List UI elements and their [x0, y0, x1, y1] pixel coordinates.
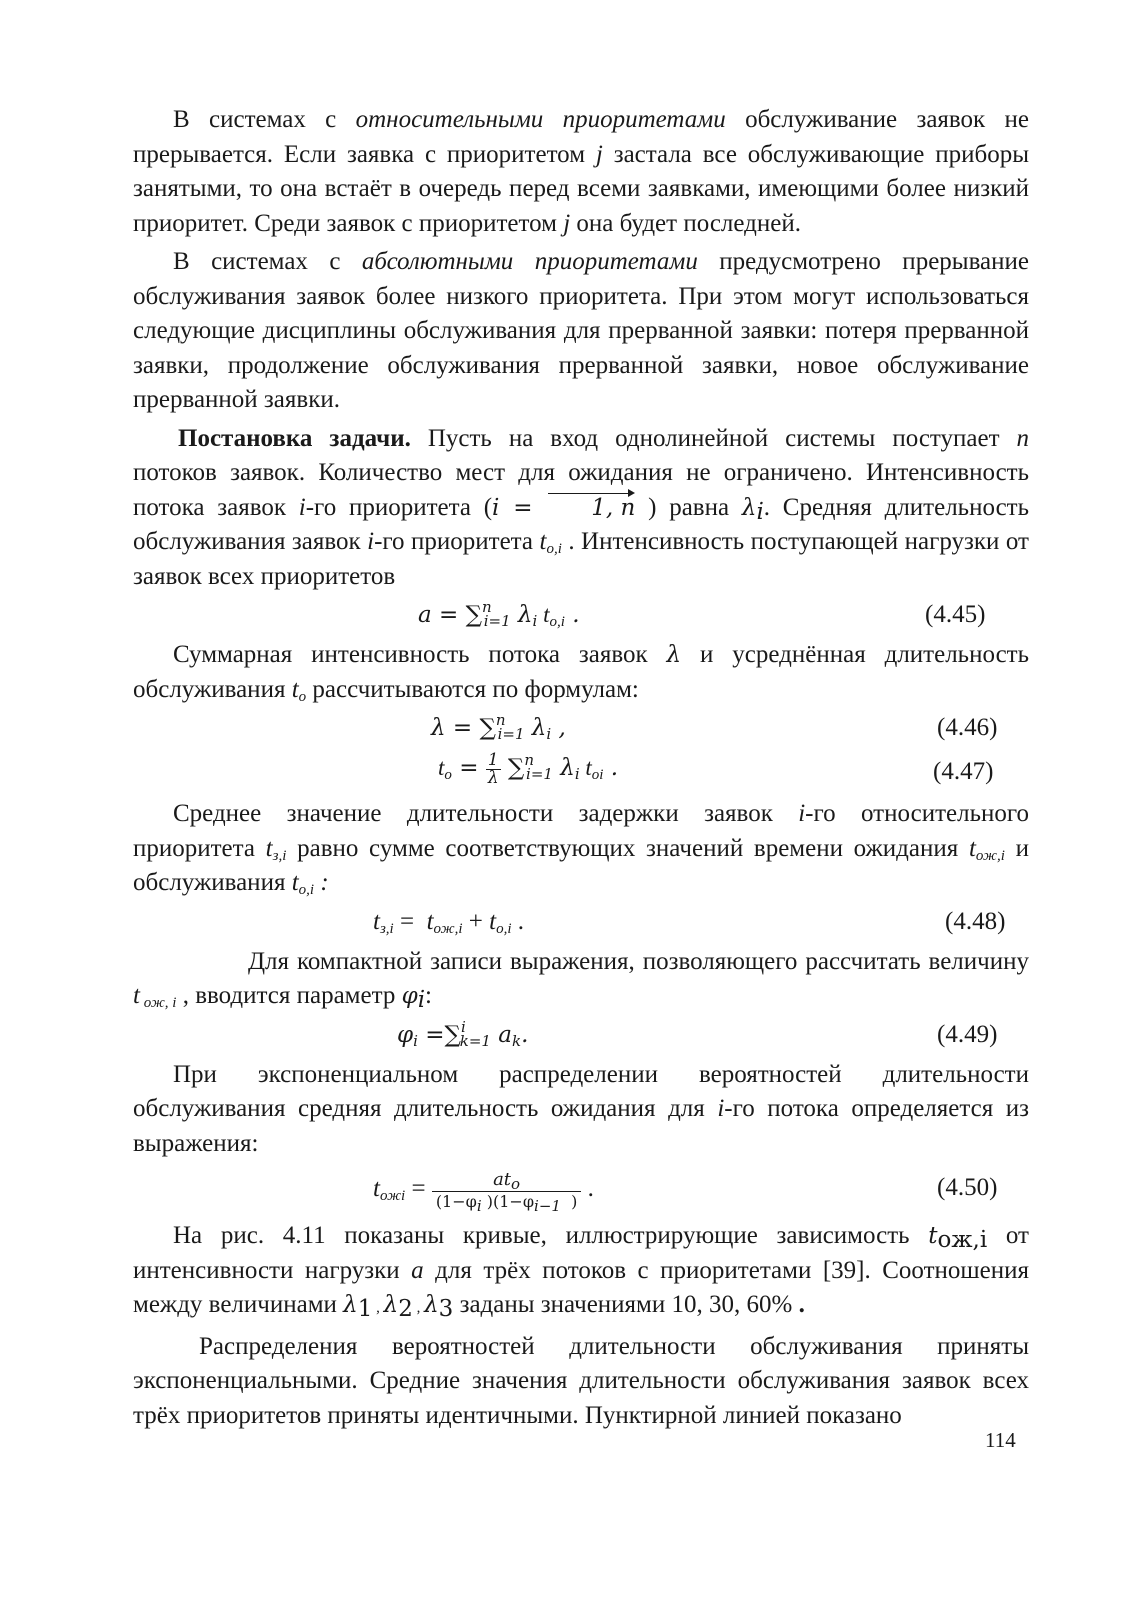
text: : [314, 869, 329, 896]
text: В системах с [173, 106, 356, 133]
var-lambda: λ [424, 1292, 439, 1318]
text: При экспоненциальном распределении вероятностей длительности обслуживания средняя длительность ожидания для [133, 1060, 1029, 1122]
text: от интенсивности нагрузки [133, 1222, 1029, 1284]
text: -го относительного приоритета [133, 800, 1029, 862]
text: t [579, 755, 592, 780]
paragraph-distributions [133, 1330, 1029, 1434]
term-relative-priorities: относительными приоритетами [355, 106, 726, 133]
denominator [432, 1192, 582, 1215]
text: . Средняя длительность обслуживания заявок [133, 493, 1029, 555]
text: . [564, 602, 580, 628]
var-t: t [265, 834, 273, 862]
text: (1−φ [435, 1192, 477, 1211]
subscript: o [444, 767, 452, 783]
var-i: i [492, 494, 500, 521]
text: предусмотрено прерывание обслуживания заявок более низкого приоритета. При этом могут использоваться следующие дисциплины обслуживания для прерванной заявки: потеря прерванной заявки, продолжение обслуживания прерванной заявки, новое обслуживание прерванной заявки. [133, 248, 1030, 413]
subscript: 2 [398, 1296, 413, 1322]
page-body [133, 103, 1029, 1437]
var-t: t [928, 1223, 938, 1249]
equation-number: (4.49) [937, 1020, 998, 1048]
var-i: i [717, 1095, 725, 1122]
subscript: i [756, 498, 764, 525]
text: В системах с [173, 248, 362, 275]
superscript: n [495, 711, 506, 729]
equation-4-47 [133, 751, 1029, 793]
equation-expression [418, 598, 580, 633]
subscript: i [417, 987, 426, 1013]
var-t: t [133, 982, 140, 1009]
text: -го приоритета ( [305, 493, 493, 521]
text: она будет последней. [570, 209, 801, 237]
subscript: з,i [379, 920, 394, 937]
text: заданы значениями 10, 30, 60% [453, 1291, 799, 1318]
text: Среднее значение длительности задержки заявок [173, 800, 799, 827]
problem-heading: Постановка задачи. [178, 424, 411, 452]
text: = [393, 907, 427, 935]
paragraph-problem-statement [133, 422, 1029, 595]
text: ) равна [635, 493, 742, 521]
subscript: з,i [272, 847, 287, 864]
text: = [405, 1175, 432, 1203]
text: λ [524, 715, 547, 741]
text: + [462, 907, 490, 935]
subscript: o [298, 688, 307, 705]
text: Для компактной записи выражения, позволяющего рассчитать величину [248, 947, 1029, 975]
subscript: i−1 [534, 1197, 561, 1215]
text: . [511, 907, 525, 935]
var-t: t [489, 907, 497, 935]
subscript: o [511, 1175, 521, 1193]
equation-expression [431, 711, 566, 746]
sum-symbol: ∑ [500, 755, 525, 781]
subscript: i=1 [497, 725, 525, 743]
text: Распределения вероятностей длительности обслуживания приняты экспоненциальными. Средние значения длительности обслуживания заявок всех трёх приоритетов приняты идентичными. Пунктирной линией показано [133, 1332, 1029, 1429]
var-t: t [291, 675, 299, 703]
text: λ [552, 755, 575, 781]
text: = [451, 755, 486, 781]
page-number: 114 [985, 1428, 1016, 1452]
var-t: t [968, 834, 976, 862]
text: застала все обслуживающие приборы занятыми, то она встаёт в очередь перед всеми заявками, имеющими более низкий приоритет. Среди заявок с приоритетом [133, 140, 1029, 237]
subscript: i [413, 1031, 418, 1050]
sum-symbol: ∑ [444, 1021, 461, 1048]
subscript: 3 [438, 1296, 454, 1322]
text: , [551, 715, 566, 741]
equation-expression [373, 905, 524, 940]
text: для трёх потоков с приоритетами [39]. Соотношения между величинами [133, 1256, 1030, 1318]
var-lambda: λ [741, 494, 757, 521]
var-a: a [490, 1021, 512, 1048]
subscript: ож,i [433, 920, 463, 937]
subscript: o,i [549, 614, 565, 630]
equation-expression [397, 1018, 528, 1053]
fraction [486, 749, 501, 788]
subscript: i [574, 765, 580, 783]
text: . [603, 755, 619, 781]
equation-number: (4.50) [937, 1174, 998, 1201]
subscript: ож, i [139, 995, 177, 1011]
equation-number: (4.45) [925, 601, 986, 628]
superscript: i [460, 1017, 466, 1036]
subscript: ож,i [937, 1227, 988, 1253]
var-lambda: λ [383, 1292, 399, 1318]
equation-expression [373, 1169, 594, 1215]
var-i: i [298, 493, 306, 521]
text: t [537, 602, 550, 627]
equation-4-46 [133, 711, 1029, 747]
subscript: o,i [298, 882, 315, 898]
var-a: a [411, 1256, 424, 1284]
numerator: 1 [487, 749, 499, 770]
equation-4-49 [133, 1018, 1029, 1054]
equation-number: (4.46) [937, 714, 998, 741]
subscript: i [532, 612, 538, 630]
var-lambda: λ [343, 1292, 358, 1318]
var-i: i [798, 800, 806, 827]
var-phi: φ [397, 1021, 414, 1048]
subscript: k=1 [459, 1031, 491, 1050]
equation-expression [438, 751, 618, 787]
text: . Интенсивность поступающей нагрузки от заявок всех приоритетов [133, 528, 1029, 590]
text: . [581, 1175, 594, 1203]
text: )(1−φ [481, 1192, 535, 1211]
var-t: t [291, 869, 299, 896]
equation-4-45 [133, 598, 1029, 634]
equation-number: (4.48) [945, 907, 1006, 935]
text: = [499, 494, 547, 521]
sum-symbol: ∑ [479, 715, 496, 741]
paragraph-figure-reference [133, 1219, 1029, 1326]
text: λ = [431, 715, 480, 741]
text: равно сумме соответствующих значений времени ожидания [286, 834, 969, 862]
var-lambda: λ [666, 642, 682, 668]
var-t: t [426, 907, 434, 935]
subscript: i=1 [526, 765, 553, 783]
var-n: n [1016, 424, 1029, 452]
range-1-n: 1, n [546, 491, 635, 526]
equation-number: (4.47) [933, 758, 994, 785]
var-j: j [595, 140, 603, 168]
paragraph-compact-notation [133, 945, 1029, 1014]
text: На рис. 4.11 показаны кривые, иллюстрирующие зависимость [173, 1222, 929, 1249]
text: : [425, 982, 432, 1009]
text: и усреднённая длительность обслуживания [133, 641, 1029, 703]
text: at [493, 1169, 512, 1190]
text: . [521, 1021, 529, 1048]
subscript: o,i [496, 920, 512, 937]
text: рассчитываются по формулам: [306, 675, 639, 703]
subscript: ож,i [975, 847, 1005, 864]
paragraph-absolute-priorities [133, 245, 1029, 418]
text: -го приоритета [374, 528, 540, 555]
paragraph-delay-value [133, 797, 1029, 901]
numerator [432, 1169, 582, 1192]
superscript: n [524, 751, 535, 769]
paragraph-summary-intensity [133, 638, 1029, 707]
text: = [417, 1021, 445, 1048]
subscript: oi [591, 767, 604, 783]
equation-4-48 [133, 905, 1029, 941]
text: ) [560, 1192, 578, 1211]
subscript: i=1 [483, 612, 511, 630]
var-t: t [373, 907, 380, 935]
text: t [438, 755, 445, 780]
text: , [412, 1300, 425, 1316]
var-phi: φ [401, 983, 418, 1009]
text: a = [418, 602, 466, 628]
var-i: i [367, 528, 375, 555]
text: , вводится параметр [176, 982, 402, 1009]
subscript: k [511, 1031, 522, 1050]
sum-symbol: ∑ [465, 602, 483, 628]
subscript: ожi [379, 1188, 406, 1205]
var-j: j [563, 209, 571, 237]
paragraph-exponential [133, 1058, 1029, 1162]
subscript: o,i [546, 541, 562, 557]
text: λ [510, 602, 533, 628]
text: -го потока определяется из выражения: [133, 1095, 1029, 1157]
text: Суммарная интенсивность потока заявок [173, 641, 667, 668]
text: обслуживание заявок не прерывается. Если заявка с приоритетом [133, 106, 1030, 168]
text: Пусть на вход однолинейной системы поступает [410, 424, 1017, 452]
var-t: t [539, 528, 547, 555]
subscript: i [476, 1197, 482, 1215]
text: потоков заявок. Количество мест для ожидания не ограничено. Интенсивность потока заявок [133, 459, 1029, 521]
paragraph-relative-priorities [133, 103, 1029, 241]
subscript: i [546, 725, 552, 743]
text: , [372, 1300, 384, 1316]
subscript: 1 [357, 1296, 373, 1322]
text: . [798, 1291, 805, 1318]
superscript: n [482, 598, 492, 616]
text: и обслуживания [133, 834, 1029, 896]
term-absolute-priorities: абсолютными приоритетами [361, 248, 698, 275]
fraction [432, 1169, 582, 1215]
equation-4-50 [133, 1165, 1029, 1215]
denominator: λ [487, 767, 499, 788]
var-t: t [373, 1175, 380, 1203]
